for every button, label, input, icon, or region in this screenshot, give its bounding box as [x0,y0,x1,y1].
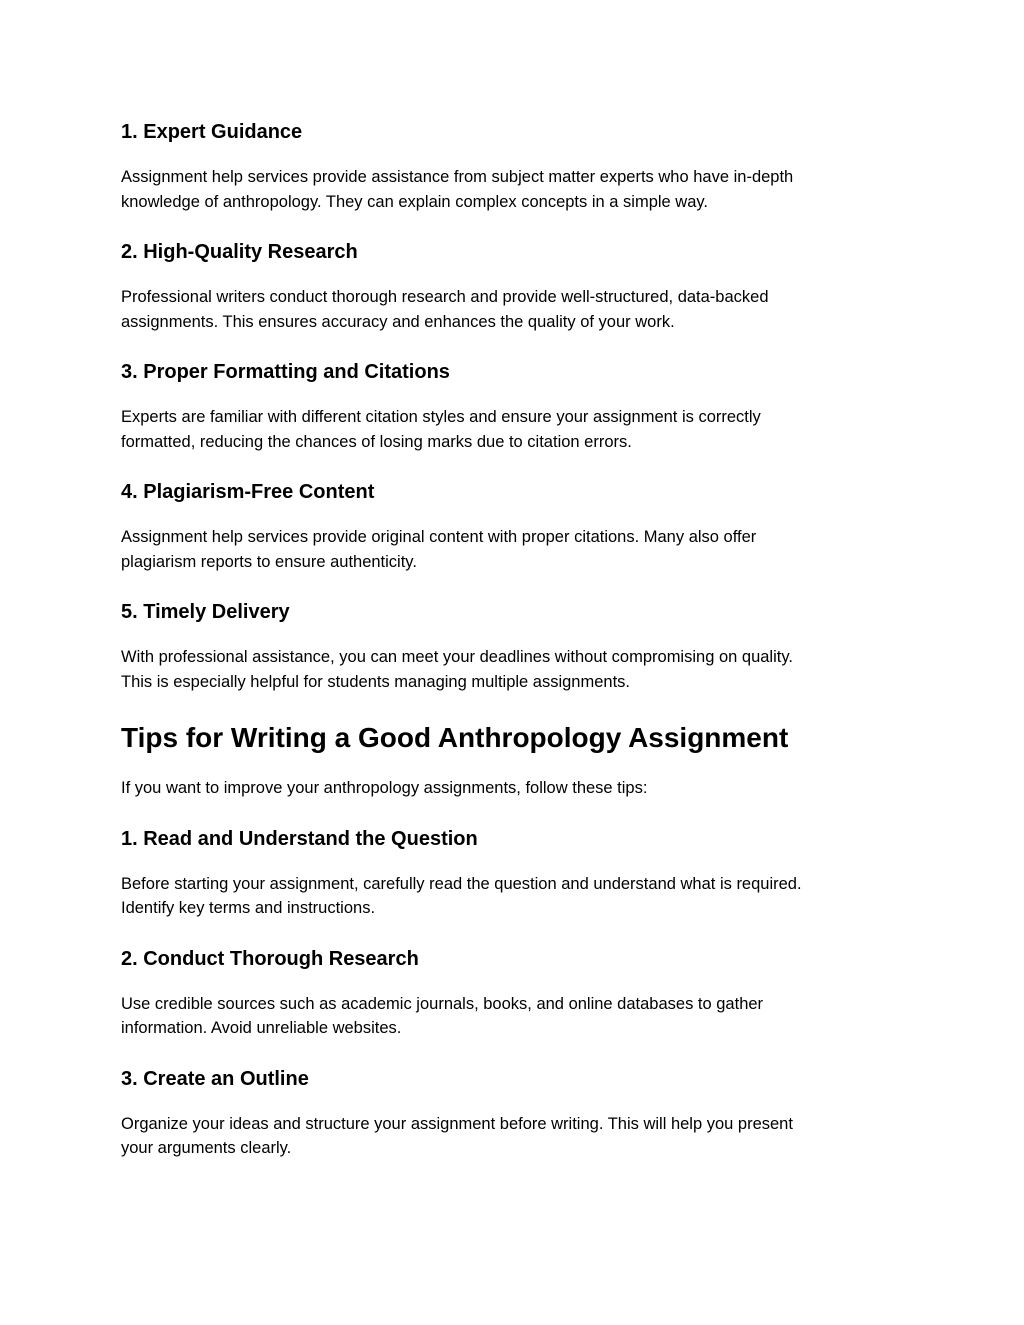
paragraph-line: formatted, reducing the chances of losing marks due to citation errors. [121,432,632,451]
section-paragraph [121,285,904,334]
tip-paragraph [121,872,904,921]
section-heading: 1. Expert Guidance [121,121,303,143]
tips-title: Tips for Writing a Good Anthropology Assignment [121,722,789,753]
paragraph-line: information. Avoid unreliable websites. [121,1019,402,1037]
section-paragraph [121,645,904,694]
section-paragraph [121,165,904,214]
section-heading: 4. Plagiarism-Free Content [121,481,375,503]
section-heading: 2. High-Quality Research [121,241,358,263]
tip-heading: 2. Conduct Thorough Research [121,947,419,970]
paragraph-line: plagiarism reports to ensure authenticity. [121,552,417,571]
section-heading: 5. Timely Delivery [121,601,290,623]
paragraph-line: knowledge of anthropology. They can explain complex concepts in a simple way. [121,192,708,211]
paragraph-line: Organize your ideas and structure your assignment before writing. This will help you present [121,1114,793,1133]
paragraph-line: Assignment help services provide original content with proper citations. Many also offer [121,528,757,546]
paragraph-line: With professional assistance, you can meet your deadlines without compromising on quality. [121,648,793,666]
paragraph-line: Experts are familiar with different citation styles and ensure your assignment is correctly [121,408,761,426]
paragraph-line: Before starting your assignment, carefully read the question and understand what is required. [121,874,802,893]
tip-paragraph [121,1112,904,1161]
tips-intro: If you want to improve your anthropology assignments, follow these tips: [121,779,648,797]
tip-paragraph [121,992,904,1041]
tip-heading: 3. Create an Outline [121,1067,309,1090]
paragraph-line: This is especially helpful for students managing multiple assignments. [121,672,631,691]
paragraph-line: Use credible sources such as academic journals, books, and online databases to gather [121,994,764,1013]
section-heading: 3. Proper Formatting and Citations [121,361,450,383]
paragraph-line: Assignment help services provide assistance from subject matter experts who have in-depth [121,168,794,186]
section-paragraph [121,525,904,574]
paragraph-line: Identify key terms and instructions. [121,899,376,917]
paragraph-line: Professional writers conduct thorough research and provide well-structured, data-backed [121,288,769,306]
section-paragraph [121,405,904,454]
tip-heading: 1. Read and Understand the Question [121,827,478,850]
paragraph-line: your arguments clearly. [121,1139,292,1157]
paragraph-line: assignments. This ensures accuracy and enhances the quality of your work. [121,312,675,331]
